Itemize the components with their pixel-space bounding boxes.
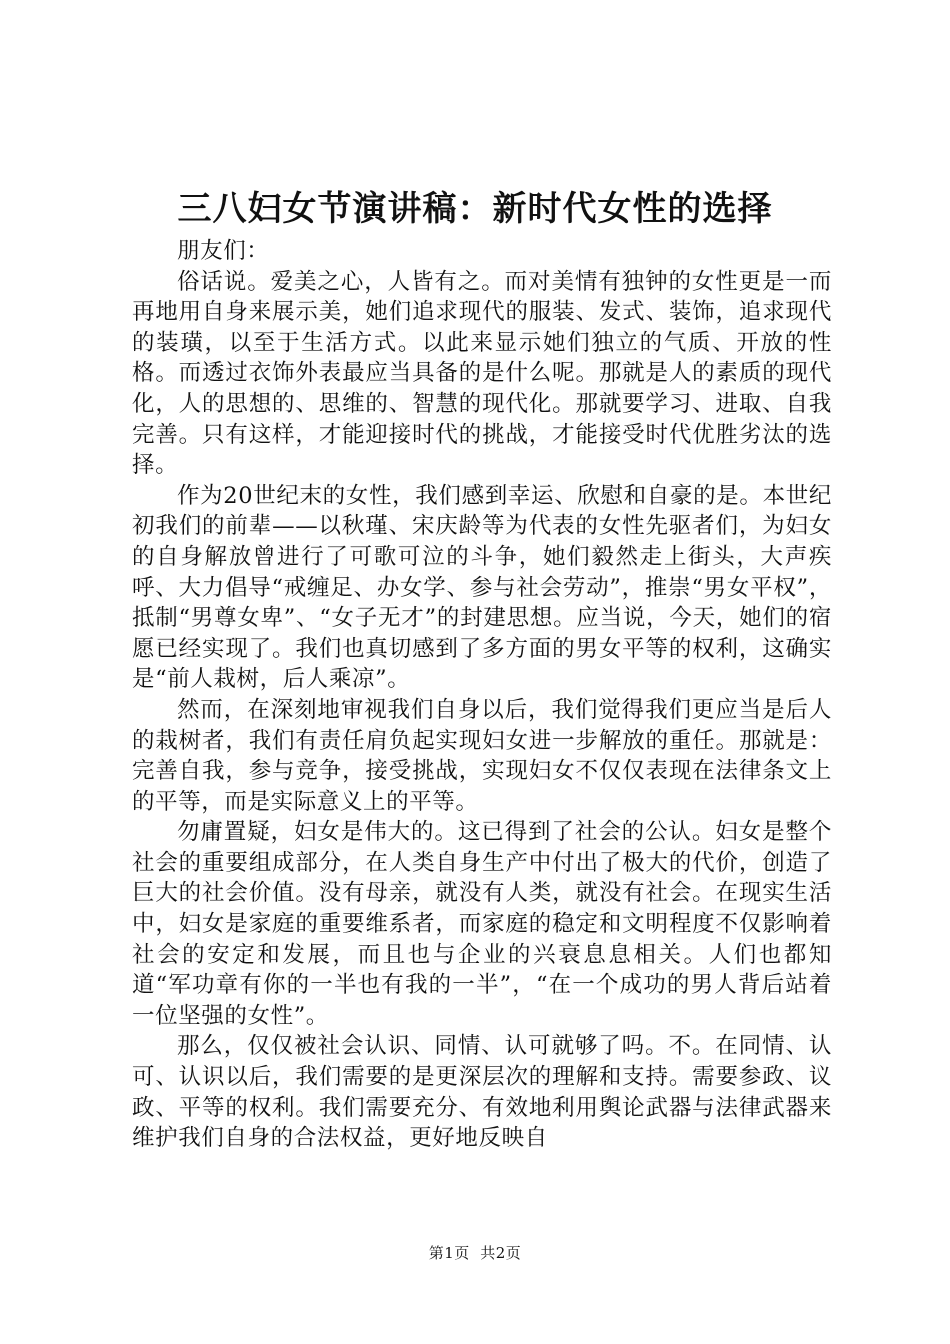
document-body (132, 236, 832, 1154)
paragraph-2: 作为20世纪末的女性，我们感到幸运、欣慰和自豪的是。本世纪初我们的前辈——以秋瑾、宋庆龄等为代表的女性先驱者们，为妇女的自身解放曾进行了可歌可泣的斗争，她们毅然走上街头，大声疾呼、大力倡导“戒缠足、办女学、参与社会劳动”，推崇“男女平权”，抵制“男尊女卑”、“女子无才”的封建思想。应当说，今天，她们的宿愿已经实现了。我们也真切感到了多方面的男女平等的权利，这确实是“前人栽树，后人乘凉”。 (132, 482, 832, 693)
page-number: 第1页 共2页 (428, 1244, 522, 1262)
salutation: 朋友们： (177, 238, 270, 264)
page-footer (0, 1243, 950, 1263)
paragraph-1: 俗话说。爱美之心，人皆有之。而对美情有独钟的女性更是一而再地用自身来展示美，她们追求现代的服装、发式、装饰，追求现代的装璜，以至于生活方式。以此来显示她们独立的气质、开放的性格。而透过衣饰外表最应当具备的是什么呢。那就是人的素质的现代化，人的思想的、思维的、智慧的现代化。那就要学习、进取、自我完善。只有这样，才能迎接时代的挑战，才能接受时代优胜劣汰的选择。 (132, 268, 832, 479)
paragraph-4: 勿庸置疑，妇女是伟大的。这已得到了社会的公认。妇女是整个社会的重要组成部分，在人类自身生产中付出了极大的代价，创造了巨大的社会价值。没有母亲，就没有人类，就没有社会。在现实生活中，妇女是家庭的重要维系者，而家庭的稳定和文明程度不仅影响着社会的安定和发展，而且也与企业的兴衰息息相关。人们也都知道“军功章有你的一半也有我的一半”，“在一个成功的男人背后站着一位坚强的女性”。 (132, 819, 832, 1029)
paragraph-3: 然而，在深刻地审视我们自身以后，我们觉得我们更应当是后人的栽树者，我们有责任肩负起实现妇女进一步解放的重任。那就是：完善自我，参与竞争，接受挑战，实现妇女不仅仅表现在法律条文上的平等，而是实际意义上的平等。 (132, 696, 832, 815)
document-title: 三八妇女节演讲稿：新时代女性的选择 (177, 189, 773, 229)
paragraph-5: 那么，仅仅被社会认识、同情、认可就够了吗。不。在同情、认可、认识以后，我们需要的是更深层次的理解和支持。需要参政、议政、平等的权利。我们需要充分、有效地利用舆论武器与法律武器来维护我们自身的合法权益，更好地反映自 (132, 1033, 832, 1152)
